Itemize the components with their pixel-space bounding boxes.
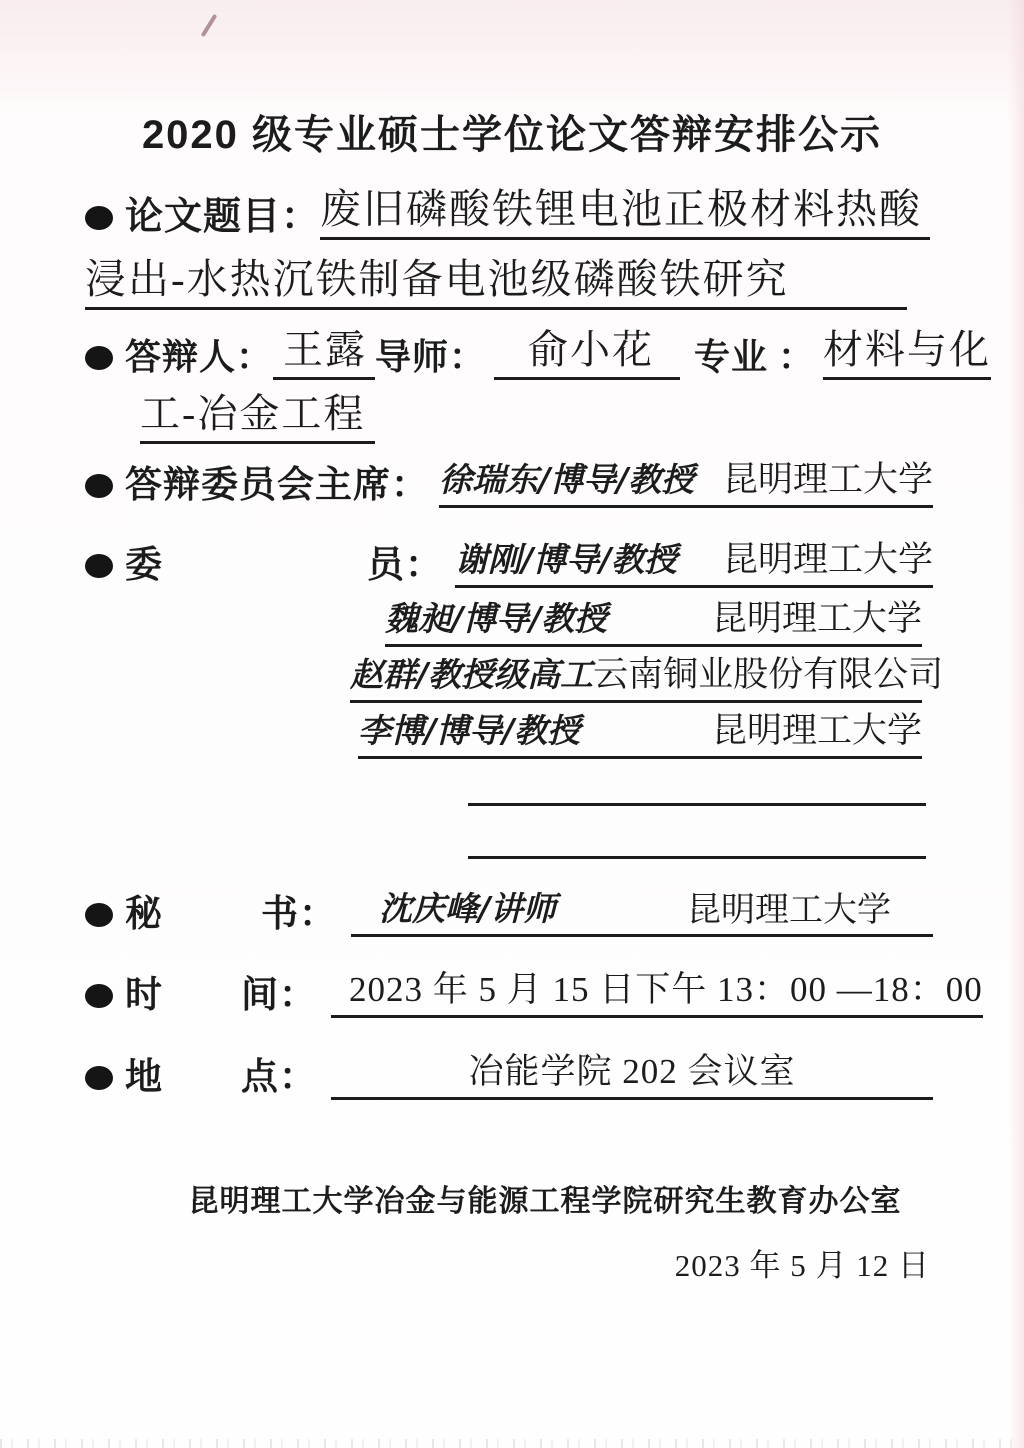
secretary-label xyxy=(125,883,337,937)
secretary-name: 沈庆峰/讲师 xyxy=(379,889,557,928)
secretary-entry xyxy=(351,882,933,937)
thesis-title-row2 xyxy=(85,246,907,310)
chair-label: 答辩委员会主席： xyxy=(125,465,429,506)
page-title: 2020 级专业硕士学位论文答辩安排公示 xyxy=(141,113,883,157)
time-value: 2023 年 5 月 15 日下午 13：00 —18：00 xyxy=(349,970,983,1009)
defender-label: 答辩人： xyxy=(125,337,274,377)
committee-member-row xyxy=(358,708,922,759)
member-affiliation: 昆明理工大学 xyxy=(722,540,933,579)
defender-row xyxy=(85,318,992,380)
thesis-title-label: 论文题目： xyxy=(125,196,321,238)
committee-label-char1: 委 xyxy=(125,545,163,586)
bullet-icon xyxy=(85,903,113,927)
secretary-label-char1: 秘 xyxy=(125,894,163,935)
secretary-row xyxy=(85,882,933,937)
chair-name: 徐瑞东/博导/教授 xyxy=(439,460,695,499)
thesis-title-row xyxy=(85,176,930,240)
member-name: 赵群/教授级高工 xyxy=(350,655,594,694)
location-value: 冶能学院 202 会议室 xyxy=(468,1052,796,1091)
bullet-icon xyxy=(85,554,113,578)
time-label-char1: 时 xyxy=(125,975,163,1016)
committee-member-row xyxy=(350,652,944,703)
scan-edge-tint xyxy=(1008,0,1024,1448)
member-affiliation: 昆明理工大学 xyxy=(711,599,922,638)
member-affiliation: 云南铜业股份有限公司 xyxy=(593,655,944,694)
bullet-icon xyxy=(85,1066,113,1090)
supervisor-name: 俞小花 xyxy=(494,318,680,380)
committee-label xyxy=(125,534,443,588)
committee-row xyxy=(85,532,933,588)
defender-name: 王露 xyxy=(273,318,375,380)
location-label xyxy=(125,1046,317,1100)
bullet-icon xyxy=(85,346,113,370)
bullet-icon xyxy=(85,474,113,498)
committee-member-row xyxy=(385,596,922,647)
blank-member-line xyxy=(468,820,926,859)
thesis-title-line2: 浸出-水热沉铁制备电池级磷酸铁研究 xyxy=(85,246,907,310)
issuing-office: 昆明理工大学冶金与能源工程学院研究生教育办公室 xyxy=(188,1185,902,1218)
location-row xyxy=(85,1044,933,1100)
supervisor-label: 导师： xyxy=(375,337,487,377)
defender-major-row2 xyxy=(140,382,375,444)
scan-pen-mark-artifact xyxy=(201,14,218,37)
chair-row xyxy=(85,452,933,508)
time-label-char2: 间： xyxy=(241,975,317,1016)
location-label-char2: 点： xyxy=(241,1057,317,1098)
major-line2: 工-冶金工程 xyxy=(140,382,375,444)
bullet-icon xyxy=(85,206,113,230)
location-entry xyxy=(331,1044,933,1100)
committee-member-entry xyxy=(455,532,933,588)
time-entry xyxy=(331,962,983,1018)
bullet-icon xyxy=(85,984,113,1008)
issue-date: 2023 年 5 月 12 日 xyxy=(674,1248,930,1283)
major-label: 专业 ： xyxy=(694,337,816,377)
secretary-affiliation: 昆明理工大学 xyxy=(687,892,891,929)
member-affiliation: 昆明理工大学 xyxy=(711,711,922,750)
time-row xyxy=(85,962,983,1018)
blank-member-line xyxy=(468,767,926,806)
member-name: 李博/博导/教授 xyxy=(358,711,581,750)
major-line1: 材料与化 xyxy=(823,318,991,380)
member-name: 谢刚/博导/教授 xyxy=(455,540,678,579)
location-label-char1: 地 xyxy=(125,1057,163,1098)
member-name: 魏昶/博导/教授 xyxy=(385,599,608,638)
chair-entry xyxy=(439,452,933,508)
thesis-title-line1: 废旧磷酸铁锂电池正极材料热酸 xyxy=(320,176,930,240)
scan-noise-artifact xyxy=(0,1439,1024,1448)
committee-label-char2: 员： xyxy=(367,545,443,586)
chair-affiliation: 昆明理工大学 xyxy=(722,460,933,499)
secretary-label-char2: 书： xyxy=(261,894,337,935)
time-label xyxy=(125,964,317,1018)
